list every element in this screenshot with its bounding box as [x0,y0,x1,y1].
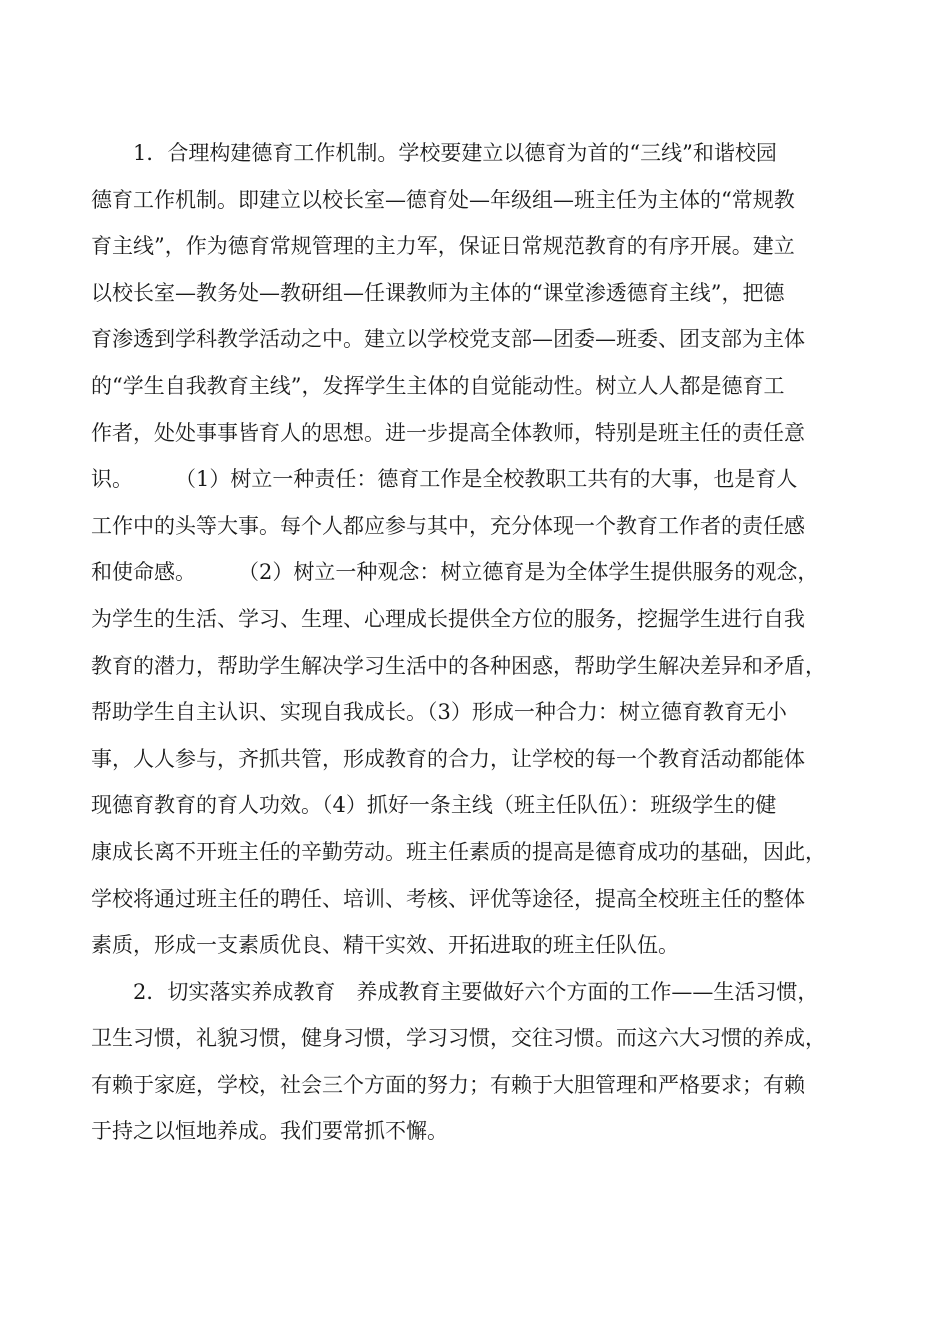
paragraph-line: 为学生的生活、学习、生理、心理成长提供全方位的服务，挖掘学生进行自我 [91,606,805,631]
paragraph-line: 育主线”，作为德育常规管理的主力军，保证日常规范教育的有序开展。建立 [91,234,795,259]
paragraph-line: 识。 （1）树立一种责任：德育工作是全校教职工共有的大事，也是育人 [91,467,798,492]
paragraph-line: 2．切实落实养成教育 养成教育主要做好六个方面的工作——生活习惯， [133,979,819,1004]
paragraph-line: 素质，形成一支素质优良、精干实效、开拓进取的班主任队伍。 [91,933,679,958]
paragraph-line: 作者，处处事事皆育人的思想。进一步提高全体教师，特别是班主任的责任意 [91,420,805,445]
paragraph-line: 康成长离不开班主任的辛勤劳动。班主任素质的提高是德育成功的基础，因此， [91,839,826,864]
paragraph-line: 帮助学生自主认识、实现自我成长。（3）形成一种合力：树立德育教育无小 [91,700,787,725]
paragraph-line: 的“学生自我教育主线”，发挥学生主体的自觉能动性。树立人人都是德育工 [91,373,785,398]
paragraph-line: 学校将通过班主任的聘任、培训、考核、评优等途径，提高全校班主任的整体 [91,886,805,911]
paragraph-line: 现德育教育的育人功效。（4）抓好一条主线（班主任队伍）：班级学生的健 [91,793,777,818]
paragraph-line: 有赖于家庭，学校，社会三个方面的努力；有赖于大胆管理和严格要求；有赖 [91,1072,805,1097]
paragraph-line: 育渗透到学科教学活动之中。建立以学校党支部—团委—班委、团支部为主体 [91,327,805,352]
paragraph-line: 于持之以恒地养成。我们要常抓不懈。 [91,1119,448,1144]
paragraph-line: 卫生习惯，礼貌习惯，健身习惯，学习习惯，交往习惯。而这六大习惯的养成， [91,1026,826,1051]
document-body [91,130,861,1155]
paragraph-2 [91,969,861,1155]
paragraph-line: 1．合理构建德育工作机制。学校要建立以德育为首的“三线”和谐校园 [133,141,777,165]
paragraph-line: 和使命感。 （2）树立一种观念：树立德育是为全体学生提供服务的观念， [91,560,819,585]
paragraph-line: 教育的潜力，帮助学生解决学习生活中的各种困惑，帮助学生解决差异和矛盾， [91,653,826,678]
paragraph-line: 事，人人参与，齐抓共管，形成教育的合力，让学校的每一个教育活动都能体 [91,746,805,771]
paragraph-1 [91,130,861,969]
paragraph-line: 德育工作机制。即建立以校长室—德育处—年级组—班主任为主体的“常规教 [91,187,795,212]
paragraph-line: 以校长室—教务处—教研组—任课教师为主体的“课堂渗透德育主线”，把德 [91,280,785,305]
paragraph-line: 工作中的头等大事。每个人都应参与其中，充分体现一个教育工作者的责任感 [91,513,805,538]
